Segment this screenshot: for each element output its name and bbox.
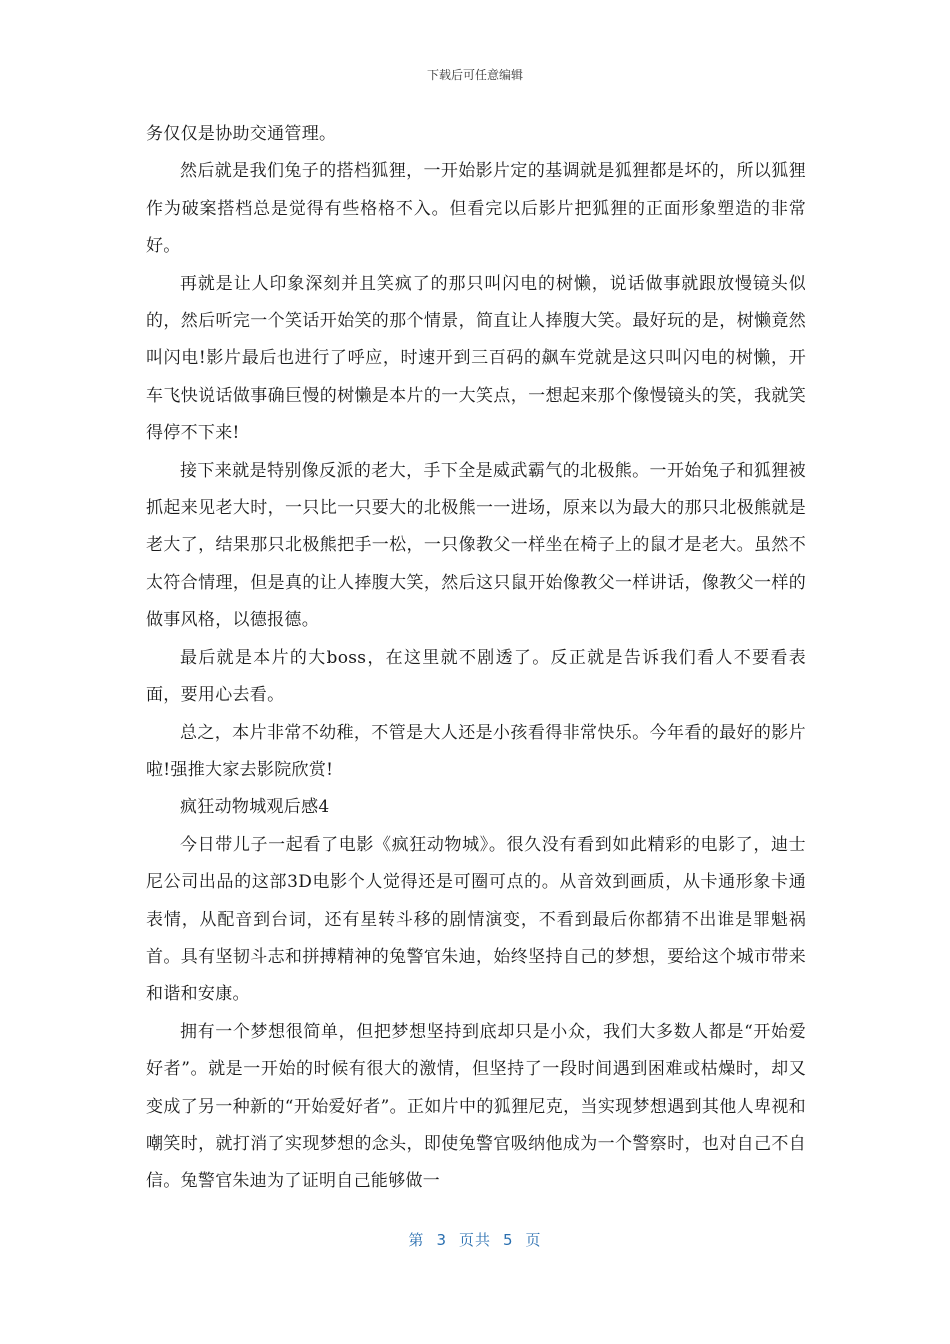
section-title: 疯狂动物城观后感4 bbox=[180, 797, 330, 818]
paragraph-continuation: 务仅仅是协助交通管理。 bbox=[146, 124, 337, 144]
paragraph-summary: 总之，本片非常不幼稚，不管是大人还是小孩看得非常快乐。今年看的最好的影片啦!强推大家去影院欣赏! bbox=[146, 722, 806, 780]
document-body bbox=[146, 116, 806, 1201]
footer-total-pages: 5 bbox=[503, 1231, 514, 1249]
paragraph-big-boss: 最后就是本片的大boss，在这里就不剧透了。反正就是告诉我们看人不要看表面，要用心去看。 bbox=[146, 647, 806, 706]
paragraph-dream: 拥有一个梦想很简单，但把梦想坚持到底却只是小众，我们大多数人都是“开始爱好者”。就是一开始的时候有很大的激情，但坚持了一段时间遇到困难或枯燥时，却又变成了另一种新的“开始爱好者”。正如片中的狐狸尼克，当实现梦想遇到其他人卑视和嘲笑时，就打消了实现梦想的念头，即使兔警官吸纳他成为一个警察时，也对自己不自信。兔警官朱迪为了证明自己能够做一 bbox=[146, 1021, 806, 1192]
page-header: 下载后可任意编辑 bbox=[426, 68, 523, 82]
paragraph-fox: 然后就是我们兔子的搭档狐狸，一开始影片定的基调就是狐狸都是坏的，所以狐狸作为破案搭档总是觉得有些格格不入。但看完以后影片把狐狸的正面形象塑造的非常好。 bbox=[146, 161, 806, 257]
footer-suffix: 页 bbox=[525, 1231, 542, 1249]
footer-prefix: 第 bbox=[408, 1231, 425, 1249]
paragraph-boss-mouse: 接下来就是特别像反派的老大，手下全是威武霸气的北极熊。一开始兔子和狐狸被抓起来见老大时，一只比一只要大的北极熊一一进场，原来以为最大的那只北极熊就是老大了，结果那只北极熊把手一松，一只像教父一样坐在椅子上的鼠才是老大。虽然不太符合情理，但是真的让人捧腹大笑，然后这只鼠开始像教父一样讲话，像教父一样的做事风格，以德报德。 bbox=[146, 460, 806, 631]
footer-page-number: 3 bbox=[436, 1231, 447, 1249]
paragraph-sloth: 再就是让人印象深刻并且笑疯了的那只叫闪电的树懒，说话做事就跟放慢镜头似的，然后听完一个笑话开始笑的那个情景，简直让人捧腹大笑。最好玩的是，树懒竟然叫闪电!影片最后也进行了呼应，时速开到三百码的飙车党就是这只叫闪电的树懒，开车飞快说话做事确巨慢的树懒是本片的一大笑点，一想起来那个像慢镜头的笑，我就笑得停不下来! bbox=[146, 273, 806, 444]
page-footer bbox=[0, 1229, 950, 1250]
footer-middle: 页共 bbox=[458, 1231, 491, 1249]
paragraph-intro-4: 今日带儿子一起看了电影《疯狂动物城》。很久没有看到如此精彩的电影了，迪士尼公司出品的这部3D电影个人觉得还是可圈可点的。从音效到画质，从卡通形象卡通表情，从配音到台词，还有星转斗移的剧情演变，不看到最后你都猜不出谁是罪魁祸首。具有坚韧斗志和拼搏精神的兔警官朱迪，始终坚持自己的梦想，要给这个城市带来和谐和安康。 bbox=[146, 834, 806, 1005]
